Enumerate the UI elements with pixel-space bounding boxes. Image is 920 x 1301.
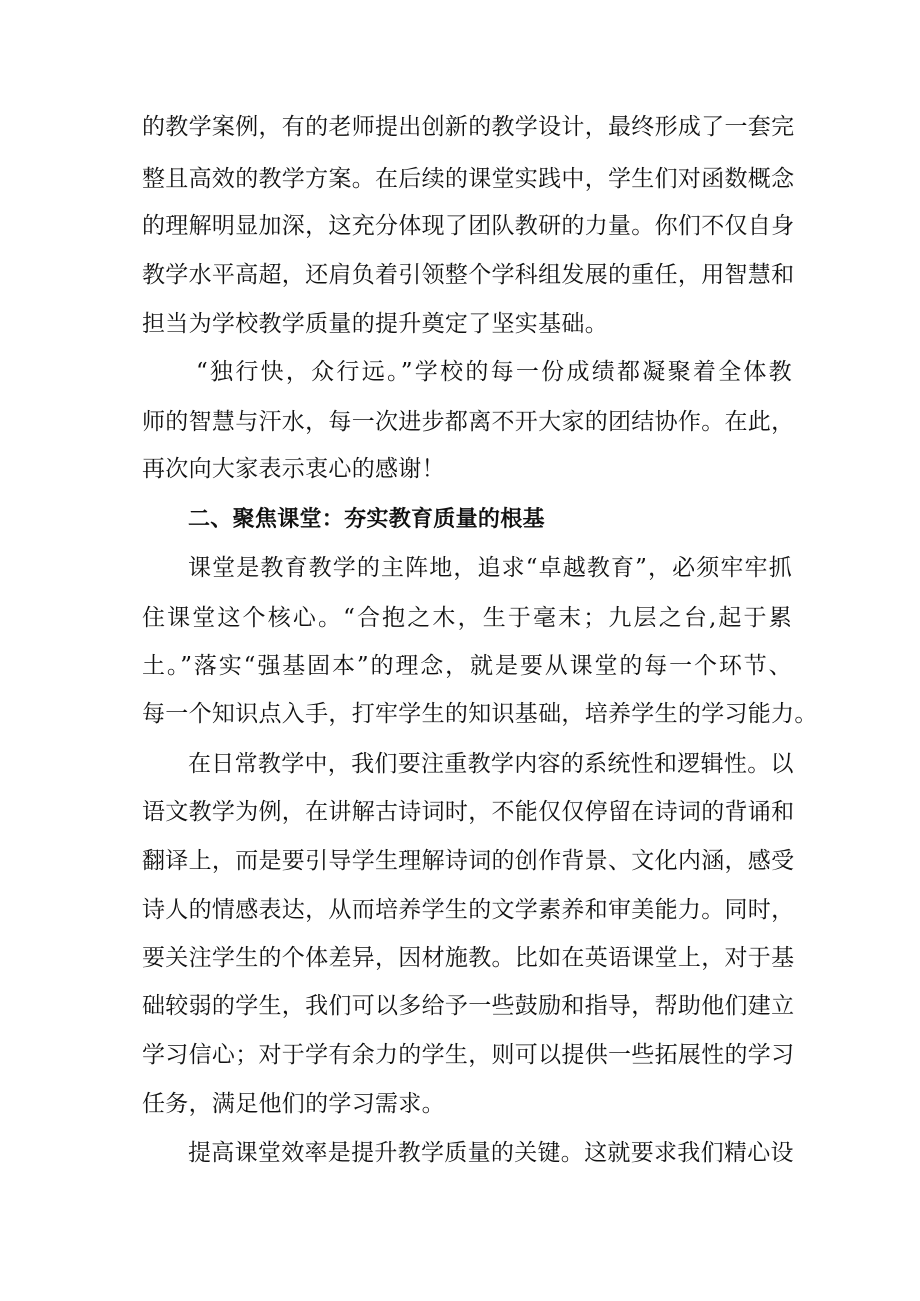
body-text-line: 础较弱的学生，我们可以多给予一些鼓励和指导，帮助他们建立 [142,993,795,1019]
body-text-line: 要关注学生的个体差异，因材施教。比如在英语课堂上，对于基 [142,945,795,971]
body-text-line: 教学水平高超，还肩负着引领整个学科组发展的重任，用智慧和 [142,262,795,288]
body-text-line: 语文教学为例，在讲解古诗词时，不能仅仅停留在诗词的背诵和 [142,799,795,825]
body-text-line: 学习信心；对于学有余力的学生，则可以提供一些拓展性的学习 [142,1042,795,1068]
body-text-line: 翻译上，而是要引导学生理解诗词的创作背景、文化内涵，感受 [142,848,795,874]
body-text-line: 任务，满足他们的学习需求。 [142,1091,445,1117]
body-text-line: 在日常教学中，我们要注重教学内容的系统性和逻辑性。以 [188,751,794,777]
quote-paragraph-line: “独行快，众行远。”学校的每一份成绩都凝聚着全体教 [196,359,792,385]
body-text-line: 整且高效的教学方案。在后续的课堂实践中，学生们对函数概念 [142,166,795,192]
body-text-line: 每一个知识点入手，打牢学生的知识基础，培养学生的学习能力。 [142,701,818,727]
body-text-line: 课堂是教育教学的主阵地，追求“卓越教育”，必须牢牢抓 [188,555,792,581]
body-text-line: 的理解明显加深，这充分体现了团队教研的力量。你们不仅自身 [142,213,795,239]
body-text-line: 诗人的情感表达，从而培养学生的文学素养和审美能力。同时， [142,897,795,923]
body-text-line: 再次向大家表示衷心的感谢！ [142,456,445,482]
body-text-line: 担当为学校教学质量的提升奠定了坚实基础。 [142,311,608,337]
body-text-line: 提高课堂效率是提升教学质量的关键。这就要求我们精心设 [188,1140,794,1166]
section-heading: 二、聚焦课堂：夯实教育质量的根基 [188,507,545,532]
body-text-line: 土。”落实“强基固本”的理念，就是要从课堂的每一个环节、 [142,653,792,679]
body-text-line: 师的智慧与汗水，每一次进步都离不开大家的团结协作。在此， [142,409,795,435]
body-text-line: 住课堂这个核心。“合抱之木，生于毫末；九层之台,起于累 [142,605,792,631]
body-text-line: 的教学案例，有的老师提出创新的教学设计，最终形成了一套完 [142,114,795,140]
